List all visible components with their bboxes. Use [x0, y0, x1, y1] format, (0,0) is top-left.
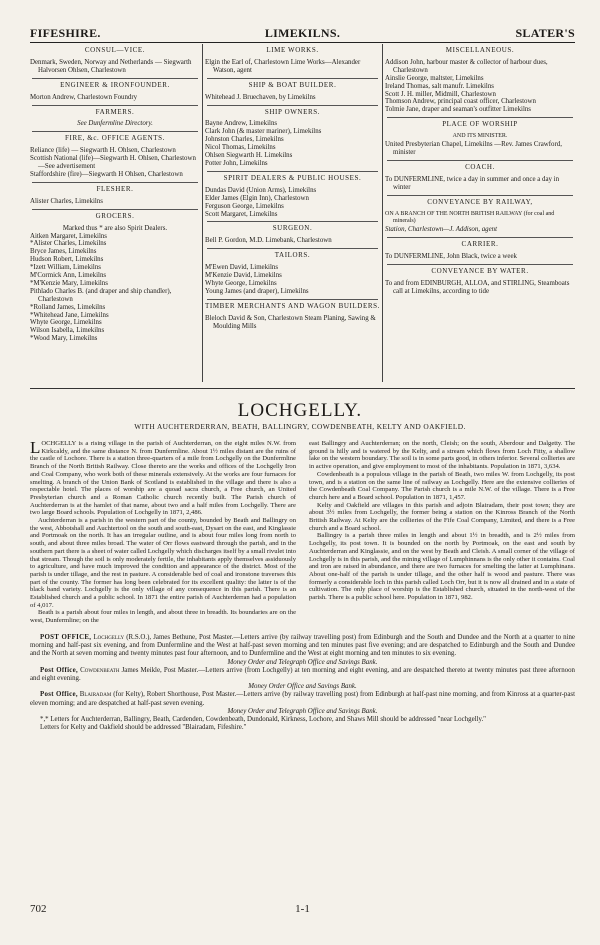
directory-entry: Whyte George, Limekilns — [30, 319, 102, 327]
directory-entry: Ohlsen Siegwarth H. Limekilns — [205, 152, 293, 160]
section-title: ENGINEER & IRONFOUNDER. — [60, 80, 170, 89]
directory-entry: Dundas David (Union Arms), Limekilns — [205, 186, 317, 194]
section-divider — [207, 78, 378, 79]
column-divider — [382, 44, 383, 382]
directory-entry: To DUNFERMLINE, John Black, twice a week — [385, 253, 517, 261]
section-divider — [32, 78, 198, 79]
paragraph: east Ballingry and Auchterderran; on the north, Cleish; on the south, Aberdour and Dalgetty. The ground is hilly and is watered by the Kelty, and a stream which flows from Loch Fitty, a shallow lake on the western boundary. The soil is in some parts good, in others inferior. Several collieries are in active operation, and give employment to most of the inhabitants. Population in 1871, 3,634. — [309, 440, 575, 471]
directory-entry: Johnston Charles, Limekilns — [205, 136, 284, 144]
directory-entry: Bayne Andrew, Limekilns — [205, 120, 278, 128]
section-title: LIME WORKS. — [266, 46, 319, 54]
section-title: CONVEYANCE BY RAILWAY, — [427, 197, 533, 206]
directory-entry: To and from EDINBURGH, ALLOA, and STIRLING, Steamboats call at Limekilns, according to tide — [385, 279, 570, 295]
directory-entry: Ferguson George, Limekilns — [205, 202, 284, 210]
directory-entry: Clark John (& master mariner), Limekilns — [205, 128, 322, 136]
directory-entry: Addison John, harbour master & collector of harbour dues, Charlestown — [385, 58, 548, 74]
section-divider — [207, 299, 378, 300]
section-title: MISCELLANEOUS. — [445, 46, 515, 54]
section-title: SURGEON. — [272, 224, 313, 233]
directory-entry: Station, Charlestown—J. Addison, agent — [385, 226, 498, 234]
directory-entry: Denmark, Sweden, Norway and Netherlands — Siegwarth Halvorsen Ohlsen, Charlestown — [30, 58, 192, 74]
directory-entry: M'Kenzie David, Limekilns — [205, 272, 282, 280]
column-divider — [202, 44, 203, 382]
section-note: ON A BRANCH OF THE NORTH BRITISH RAILWAY (for coal and minerals) — [385, 210, 555, 225]
header-county: FIFESHIRE. — [30, 26, 101, 40]
directory-entry: Young James (and draper), Limekilns — [205, 287, 309, 295]
directory-column-2 — [205, 44, 380, 330]
section-title: FARMERS. — [95, 107, 135, 116]
directory-entry: Scott Margaret, Limekilns — [205, 210, 278, 218]
footnote: *,* Letters for Auchterderran, Ballingry, Beath, Cardenden, Cowdenbeath, Dundonald, Kirkness, Lochore, and Shaws Mill should be addressed "near Lochgelly." — [40, 716, 486, 724]
drop-cap: L — [30, 438, 41, 457]
paragraph: Auchterderran is a parish in the western part of the county, bounded by Beath and Ballingry on the west, Abbotshall and Auchtertool on the south and south-east, Dysart on the east, and Kinglassie and Portmoak on the north. It has an irregular outline, and is about four miles long from north to south, and about three miles broad. The water of Orr flows eastward through the parish, and in the southern part there is a sheet of water called Lochgelly which discharges itself by a small rivulet into that stream. Though the soil is only moderately fertile, the inhabitants apply themselves assiduously to agriculture, and have much improved the condition and appearance of the district. Most of the parish is under tillage, and the rest in pasture. A considerable bed of coal and ironstone traverses this part of the county. The former has long been celebrated for its excellent quality: the latter is of the black band variety. Lochgelly is the only village of any consequence in this parish. There is an Established church and a public school. In 1871 the entire parish of Auchterderran had a population of 4,017. — [30, 517, 296, 609]
directory-entry: Staffordshire (fire)—Siegwarth H Ohlsen, Charlestown — [30, 170, 183, 178]
section-divider — [207, 171, 378, 172]
directory-entry: *Izett William, Limekilns — [30, 264, 101, 272]
post-office-heading: Post Office, — [40, 666, 79, 674]
section-title: CONSUL—VICE. — [84, 46, 146, 54]
post-office-text: James Meikle, Post Master.—Letters arrive (from Lochgelly) at ten morning and eight evening, and are despatched thereto at twenty minutes past three afternoon and eight evening. — [30, 666, 576, 683]
page-header — [30, 26, 575, 40]
directory-entry: Whitehead J. Bruechaven, by Limekilns — [205, 93, 316, 101]
post-office-note: Money Order and Telegraph Office and Savings Bank. — [227, 658, 378, 666]
section-divider — [207, 248, 378, 249]
post-office-place: Cowdenbeath — [80, 666, 120, 674]
section-title: CONVEYANCE BY WATER. — [431, 267, 529, 276]
section-title: GROCERS. — [95, 211, 135, 220]
directory-column-1 — [30, 44, 200, 343]
directory-entry: Potter John, Limekilns — [205, 159, 268, 167]
directory-entry: *Rolland James, Limekilns — [30, 303, 106, 311]
section-divider — [32, 182, 198, 183]
directory-entry: Bryce James, Limekilns — [30, 248, 97, 256]
footnote: Letters for Kelty and Oakfield should be addressed "Blairadam, Fifeshire." — [40, 724, 247, 732]
description-column-right — [309, 440, 575, 602]
directory-entry: Ireland Thomas, salt manufr. Limekilns — [385, 82, 494, 90]
page-footer — [30, 903, 575, 917]
directory-entry: Nicol Thomas, Limekilns — [205, 144, 276, 152]
directory-entry: Elgin the Earl of, Charlestown Lime Works—Alexander Watson, agent — [205, 58, 361, 74]
section-title: SPIRIT DEALERS & PUBLIC HOUSES. — [223, 173, 362, 182]
town-subtitle: WITH AUCHTERDERRAN, BEATH, BALLINGRY, COWDENBEATH, KELTY AND OAKFIELD. — [134, 422, 466, 431]
directory-entry: Whyte George, Limekilns — [205, 279, 277, 287]
description-column-left — [30, 440, 296, 625]
directory-entry: Alister Charles, Limekilns — [30, 197, 103, 205]
post-office-entry — [30, 667, 575, 683]
directory-entry: Hudson Robert, Limekilns — [30, 256, 104, 264]
directory-entry: Aitken Margaret, Limekilns — [30, 232, 107, 240]
directory-entry: Elder James (Elgin Inn), Charlestown — [205, 194, 309, 202]
paragraph: OCHGELLY is a rising village in the parish of Auchterderran, on the eight miles N.W. from Kirkcaldy, and the same distance N. from Dunfermline. About 1½ miles distant are the ruins of the castle of Lochore. There is a station three-quarters of a mile from Lochgelly on the Dunfermline Branch of the North British Railway. Close thereto are the works and offices of the Lochgelly Iron and Coal Company, who work both of these minerals extensively. At the works are four furnaces for smelting. A branch of the Union Bank of Scotland is established in the village and there is also a respectable hotel. The places of worship are a quoad sacra church, a Free church, an United Presbyterian church and a Roman Catholic church recently built. The Parish church of Auchterderran is at the hamlet of that name, about two and a half miles from Lochgelly. There are two large Board schools. Population of Lochgelly in 1871, 2,486. — [30, 440, 296, 517]
directory-entry: Wilson Isabella, Limekilns — [30, 327, 105, 335]
section-divider — [207, 221, 378, 222]
paragraph: Beath is a parish about four miles in length, and about three in breadth. Its boundaries are on the west, Dunfermline; on the — [30, 609, 296, 625]
signature-mark: 1-1 — [295, 903, 310, 915]
directory-entry: Scottish National (life)—Siegwarth H. Ohlsen, Charlestown—See advertisement — [30, 155, 196, 171]
directory-entry: To DUNFERMLINE, twice a day in summer and once a day in winter — [385, 175, 560, 191]
section-title: SHIP & BOAT BUILDER. — [248, 80, 337, 89]
directory-column-3 — [385, 44, 575, 296]
directory-entry: *Wood Mary, Limekilns — [30, 335, 98, 343]
section-divider — [32, 105, 198, 106]
header-rule — [30, 42, 575, 43]
post-office-place: Blairadam — [79, 691, 112, 699]
section-rule — [30, 388, 575, 389]
post-office-section — [30, 634, 575, 732]
header-town: LIMEKILNS. — [264, 26, 341, 40]
directory-entry: Thomson Andrew, principal coast officer, Charlestown — [385, 98, 536, 106]
paragraph: Ballingry is a parish three miles in length and about 1½ in breadth, and is 2½ miles from Lochgelly, its post town. It is bounded on the north by Portmoak, on the east and south by Auchterderran and Kinglassie, and on the west by Beath and Cleish. A small corner of the village of Lochgelly is in this parish, and the mining village of Lumphinnans is the only other it contains. Coal and iron are raised in abundance, and there are two furnaces for smelting the latter at Lumphinans. About one-half of the parish is under tillage, and the other half is wood and pasture. There was formerly a considerable loch in this parish called Loch Orr, but it is now all drained and in a state of cultivation. The only place of worship is the Established church, situated in the north-west of the parish. There is a public school here. Population in 1871, 982. — [309, 532, 575, 602]
directory-entry: Morton Andrew, Charlestown Foundry — [30, 93, 138, 101]
post-office-heading: Post Office, — [40, 691, 78, 699]
post-office-entry — [30, 634, 575, 659]
post-office-note: Money Order Office and Savings Bank. — [248, 683, 357, 691]
post-office-text: (for Kelty), Robert Shorthouse, Post Master.—Letters arrive (by railway travelling post) from Edinburgh at half-past nine morning, and from Kinross at a quarter-past eleven morning; and are despatched at half-past seven evening. — [30, 691, 575, 707]
directory-entry: *M'Kenzie Mary, Limekilns — [30, 279, 108, 287]
directory-entry: Bleloch David & Son, Charlestown Steam Planing, Sawing & Moulding Mills — [205, 314, 376, 330]
section-divider — [387, 160, 573, 161]
section-subtitle: AND ITS MINISTER. — [452, 133, 508, 140]
section-title: SHIP OWNERS. — [264, 107, 321, 116]
paragraph: Kelty and Oakfield are villages in this parish and adjoin Blairadam, their post town; they are about 3½ miles from Lochgelly, the former being a station on the Kinross Branch of the North British Railway. At Kelty are the collieries of the Fife Coal Company, Limited, and there is a Free church and a Board school. — [309, 501, 575, 532]
section-title: CARRIER. — [461, 240, 499, 249]
directory-entry: *Alister Charles, Limekilns — [30, 240, 107, 248]
section-title: PLACE OF WORSHIP — [442, 120, 518, 129]
section-title: COACH. — [465, 162, 495, 171]
header-publisher: SLATER'S — [515, 26, 575, 40]
directory-entry: Bell P. Gordon, M.D. Limebank, Charlestown — [205, 237, 332, 245]
town-title: LOCHGELLY. — [237, 400, 363, 421]
section-divider — [32, 209, 198, 210]
directory-entry: *Whitehead Jane, Limekilns — [30, 311, 109, 319]
section-title: FLESHER. — [96, 184, 134, 193]
directory-entry: Pithlado Charles B. (and draper and ship chandler), Charlestown — [30, 287, 172, 303]
section-divider — [207, 105, 378, 106]
directory-entry: M'Ewen David, Limekilns — [205, 264, 279, 272]
post-office-entry — [30, 691, 575, 707]
post-office-text: (R.S.O.), James Bethune, Post Master.—Letters arrive (by railway travelling post) from Edinburgh and the South and Dundee and the North at a quarter to nine morning and half-past six evening, and from Dunfermline and the West at half-past seven morning and ten minutes past five evening; and are despatched to Edinburgh and the South and Dundee and the North at seven morning and twenty minutes past four afternoon, and to Dunfermline and the West at eight morning and ten minutes to six evening. — [30, 634, 575, 658]
page-number: 702 — [30, 903, 47, 915]
section-title: FIRE, &c. OFFICE AGENTS. — [65, 134, 165, 143]
cross-reference: See Dunfermline Directory. — [77, 120, 153, 128]
section-divider — [387, 117, 573, 118]
section-divider — [32, 131, 198, 132]
post-office-note: Money Order and Telegraph Office and Savings Bank. — [227, 707, 378, 715]
directory-entry: United Presbyterian Chapel, Limekilns —Rev. James Crawford, minister — [385, 141, 562, 156]
section-title: TAILORS. — [274, 251, 311, 260]
paragraph: Cowdenbeath is a populous village in the parish of Beath, two miles W. from Lochgelly, its post town, and is a station on the same line of railway as Lochgelly. Here are the extensive collieries of the Cowdenbeath Coal Company. The Parish church is a mile N.W. of the village. There is a Free church here and a Board school. Population in 1871, 1,457. — [309, 470, 575, 501]
section-divider — [387, 195, 573, 196]
directory-entry: Scott J. H. miller, Midmill, Charlestown — [385, 90, 496, 98]
post-office-place: Lochgelly — [93, 634, 125, 641]
section-title: TIMBER MERCHANTS AND WAGON BUILDERS. — [205, 301, 380, 310]
directory-entry: Reliance (life) — Siegwarth H. Ohlsen, Charlestown — [30, 147, 176, 155]
directory-entry: Tolmie Jane, draper and seaman's outfitter Limekilns — [385, 106, 531, 114]
section-divider — [387, 237, 573, 238]
directory-entry: M'Cormick Ann, Limekilns — [30, 272, 107, 280]
section-note: Marked thus * are also Spirit Dealers. — [62, 224, 168, 232]
directory-entry: Ainslie George, maltster, Limekilns — [385, 74, 484, 82]
post-office-heading: POST OFFICE, — [40, 634, 92, 641]
section-divider — [387, 264, 573, 265]
